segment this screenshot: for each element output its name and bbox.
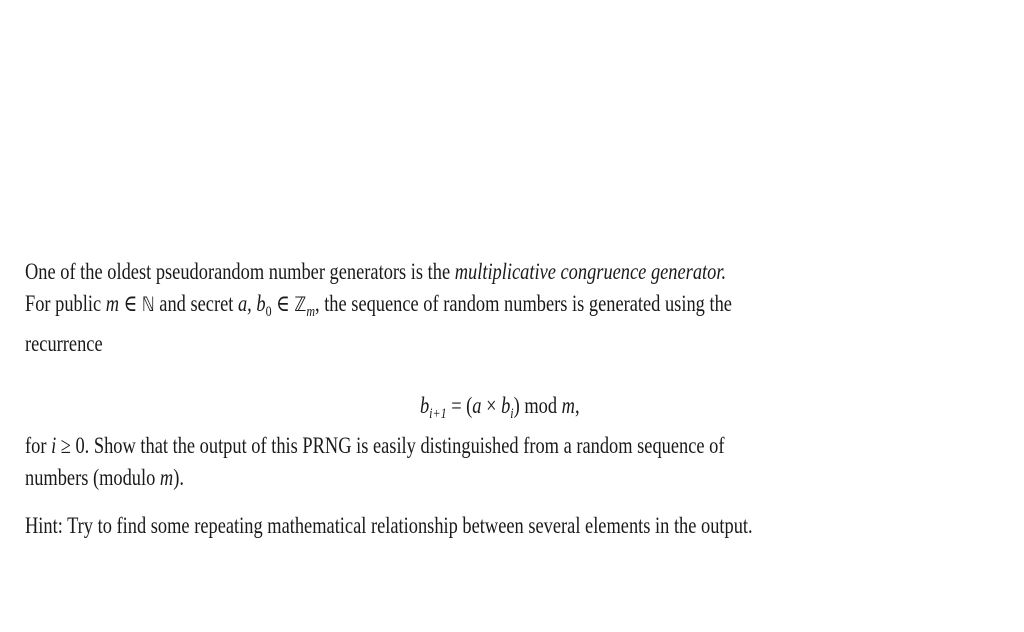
intro-text: One of the oldest pseudorandom number generators is the <box>25 259 455 284</box>
var-b: b <box>501 393 511 418</box>
hint-text: Hint: Try to find some repeating mathematical relationship between several elements in the output. <box>25 513 753 538</box>
subscript-0: 0 <box>265 304 272 320</box>
var-m: m <box>561 393 576 418</box>
intro-line-3: recurrence <box>25 331 103 356</box>
task-text: ≥ 0. Show that the output of this PRNG is easily distinguished from a random sequence of <box>56 433 725 458</box>
mod-operator: ) mod <box>513 393 562 418</box>
intro-text: and secret <box>154 291 238 316</box>
subscript-m: m <box>306 304 315 320</box>
intro-line-1 <box>25 256 727 288</box>
set-naturals: ℕ <box>141 292 155 316</box>
task-text: for <box>25 433 52 458</box>
term-mcg: multiplicative congruence generator. <box>454 259 727 284</box>
set-integers: ℤ <box>294 292 307 316</box>
intro-text: , the sequence of random numbers is generated using the <box>315 291 732 316</box>
var-m: m <box>105 291 120 316</box>
task-line-2 <box>25 462 681 494</box>
var-b: b <box>420 393 430 418</box>
task-text: numbers (modulo <box>25 465 160 490</box>
problem-text <box>25 256 845 542</box>
hint-paragraph <box>25 510 845 542</box>
var-i: i <box>51 433 57 458</box>
subscript-i: i <box>510 406 514 422</box>
symbol-in: ∈ <box>119 291 142 316</box>
times-symbol: × <box>481 393 502 418</box>
intro-text: For public <box>25 291 106 316</box>
intro-line-2 <box>25 288 732 328</box>
task-text: ). <box>173 465 184 490</box>
symbol-in: ∈ <box>271 291 295 316</box>
comma: , <box>575 393 580 418</box>
equals: = ( <box>446 393 473 418</box>
var-a: a <box>472 393 482 418</box>
subscript-i-plus-1: i+1 <box>429 406 447 422</box>
equation-body <box>420 390 580 430</box>
task-line-1 <box>25 430 725 462</box>
intro-paragraph <box>25 256 845 360</box>
task-paragraph <box>25 430 845 494</box>
recurrence-equation <box>25 390 845 430</box>
vars-a-b: a, b <box>237 291 266 316</box>
var-m: m <box>159 465 174 490</box>
